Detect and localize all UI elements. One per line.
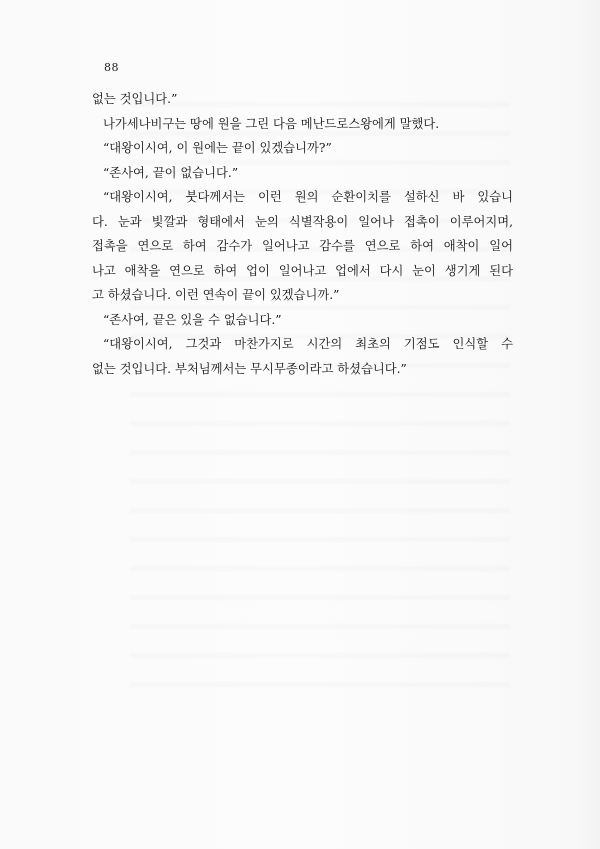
text-line: 없는 것입니다. 부처님께서는 무시무종이라고 하셨습니다.” <box>92 361 407 376</box>
page-number: 88 <box>104 61 119 74</box>
text-line: “대왕이시여, 붓다께서는 이런 원의 순환이치를 설하신 바 있습니 <box>103 190 513 204</box>
text-line: 나고 애착을 연으로 하여 업이 일어나고 업에서 다시 눈이 생기게 된다 <box>92 263 513 278</box>
body-text <box>92 87 513 381</box>
text-line: 접촉을 연으로 하여 감수가 일어나고 감수를 연으로 하여 애착이 일어 <box>92 239 513 253</box>
text-line: 다. 눈과 빛깔과 형태에서 눈의 식별작용이 일어나 접촉이 이루어지며, <box>92 214 513 229</box>
text-line: 나가세나비구는 땅에 원을 그린 다음 메난드로스왕에게 말했다. <box>103 116 440 131</box>
text-line: “대왕이시여, 이 원에는 끝이 있겠습니까?” <box>103 141 332 155</box>
page-edge-shadow <box>576 0 600 849</box>
text-line: “존사여, 끝이 없습니다.” <box>103 165 239 180</box>
text-line: “존사여, 끝은 있을 수 없습니다.” <box>103 312 282 327</box>
text-line: 없는 것입니다.” <box>92 92 178 106</box>
text-line: “대왕이시여, 그것과 마찬가지로 시간의 최초의 기점도 인식할 수 <box>103 337 513 351</box>
text-line: 고 하셨습니다. 이런 연속이 끝이 있겠습니까.” <box>92 288 340 302</box>
